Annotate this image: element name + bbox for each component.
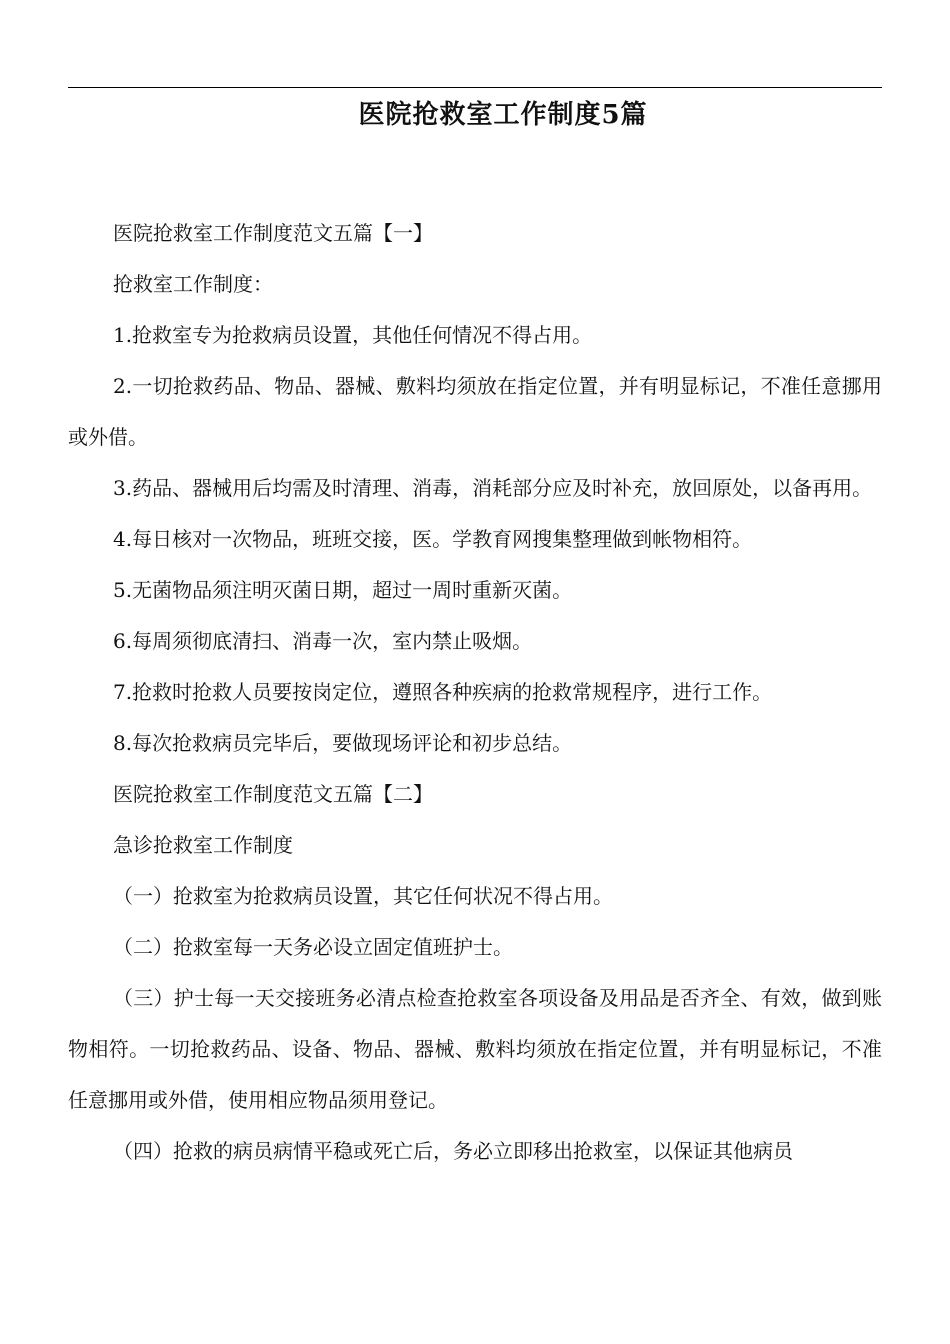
rule-item: 4.每日核对一次物品，班班交接，医。学教育网搜集整理做到帐物相符。 — [113, 527, 753, 551]
rule-item: 6.每周须彻底清扫、消毒一次，室内禁止吸烟。 — [113, 629, 533, 653]
rule-item: 7.抢救时抢救人员要按岗定位，遵照各种疾病的抢救常规程序，进行工作。 — [113, 680, 773, 704]
rule-item: （四）抢救的病员病情平稳或死亡后，务必立即移出抢救室，以保证其他病员 — [113, 1139, 793, 1163]
document-title: 医院抢救室工作制度5篇 — [358, 100, 648, 130]
subheading: 急诊抢救室工作制度 — [113, 833, 293, 857]
section-heading-1: 医院抢救室工作制度范文五篇【一】 — [113, 221, 433, 245]
rule-item: 3.药品、器械用后均需及时清理、消毒，消耗部分应及时补充，放回原处，以备再用。 — [113, 476, 873, 500]
rule-item: 5.无菌物品须注明灭菌日期，超过一周时重新灭菌。 — [113, 578, 573, 602]
rule-item: 1.抢救室专为抢救病员设置，其他任何情况不得占用。 — [113, 323, 593, 347]
document-body — [68, 208, 882, 1177]
rule-item: （一）抢救室为抢救病员设置，其它任何状况不得占用。 — [113, 884, 613, 908]
header-rule — [68, 87, 882, 88]
rule-item: （三）护士每一天交接班务必清点检查抢救室各项设备及用品是否齐全、有效，做到账物相符。一切抢救药品、设备、物品、器械、敷料均须放在指定位置，并有明显标记，不准任意挪用或外借，使用相应物品须用登记。 — [68, 986, 882, 1112]
rule-item: 2.一切抢救药品、物品、器械、敷料均须放在指定位置，并有明显标记，不准任意挪用或外借。 — [68, 374, 882, 449]
rule-item: （二）抢救室每一天务必设立固定值班护士。 — [113, 935, 513, 959]
subheading: 抢救室工作制度： — [113, 272, 273, 296]
section-heading-2: 医院抢救室工作制度范文五篇【二】 — [113, 782, 433, 806]
rule-item: 8.每次抢救病员完毕后，要做现场评论和初步总结。 — [113, 731, 573, 755]
